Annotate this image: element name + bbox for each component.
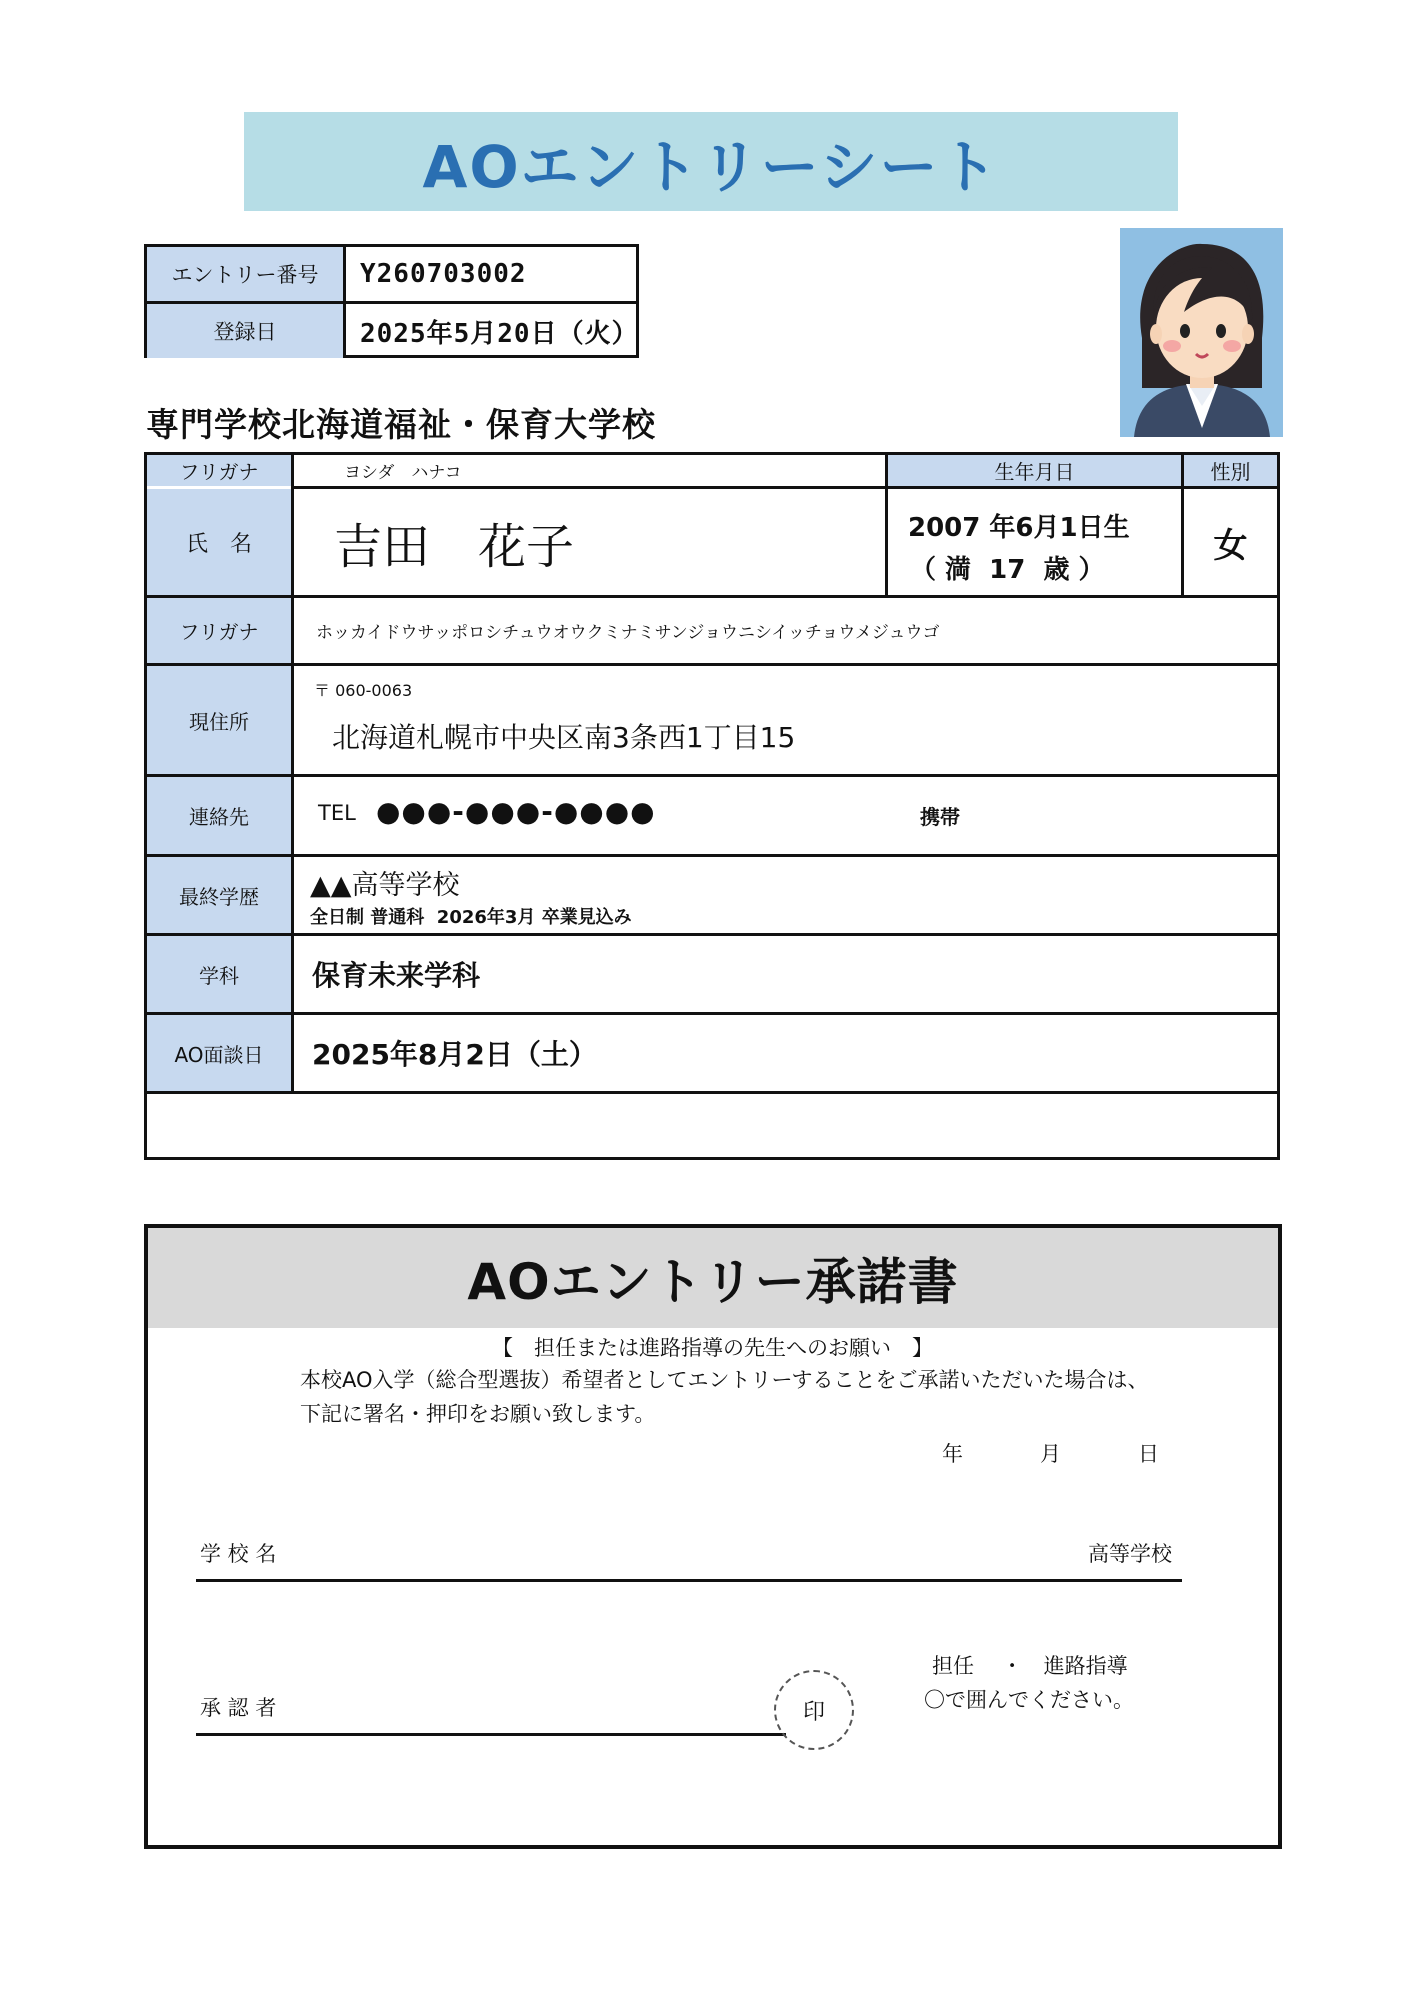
- department-label: 学科: [147, 936, 291, 1012]
- birthdate-value: 2007 年6月1日生: [908, 513, 1130, 543]
- approver-signature-line[interactable]: [196, 1733, 786, 1736]
- address-value: 北海道札幌市中央区南3条西1丁目15: [332, 721, 796, 754]
- date-day-label: 日: [1138, 1442, 1159, 1466]
- mobile-label: 携帯: [920, 805, 960, 829]
- entry-number-value: Y260703002: [360, 259, 527, 289]
- school-name-line[interactable]: [196, 1579, 1182, 1582]
- gender-label: 性別: [1184, 455, 1277, 486]
- birthdate-label: 生年月日: [888, 455, 1181, 486]
- tel-value: ●●●-●●●-●●●●: [376, 795, 656, 828]
- seal-label: 印: [802, 1699, 825, 1725]
- department-value: 保育未来学科: [312, 959, 481, 992]
- address-label: 現住所: [147, 666, 291, 774]
- address-furigana: ホッカイドウサッポロシチュウオウクミナミサンジョウニシイッチョウメジュウゴ: [316, 623, 940, 643]
- applicant-photo: [1120, 228, 1283, 437]
- registration-date-row: [147, 304, 639, 358]
- name-value: 吉田 花子: [334, 518, 575, 575]
- furigana-label: フリガナ: [147, 455, 291, 486]
- address-furigana-label: フリガナ: [147, 598, 291, 663]
- address-cell: [294, 666, 1277, 774]
- consent-line-2: 下記に署名・押印をお願い致します。: [300, 1402, 656, 1426]
- entry-number-row: [147, 247, 636, 301]
- tel-label: TEL: [318, 801, 356, 825]
- education-cell: [294, 857, 1277, 933]
- seal-circle[interactable]: [774, 1670, 854, 1750]
- entry-number-label: エントリー番号: [147, 247, 346, 301]
- birthdate-cell: [888, 489, 1181, 595]
- school-name: 専門学校北海道福祉・保育大学校: [146, 405, 656, 444]
- entry-info-table: [144, 244, 639, 358]
- registration-date-label: 登録日: [147, 304, 346, 358]
- education-school: ▲▲高等学校: [310, 870, 460, 901]
- contact-cell: [294, 777, 1277, 854]
- date-month-label: 月: [1040, 1442, 1061, 1466]
- blank-row: [147, 1094, 1277, 1157]
- postal-code: 〒 060-0063: [314, 681, 413, 700]
- education-label: 最終学歴: [147, 857, 291, 933]
- age-value: （ 満 17 歳 ）: [910, 555, 1105, 585]
- registration-date-value: 2025年5月20日（火）: [360, 318, 639, 349]
- furigana-name: ヨシダ ハナコ: [344, 463, 462, 483]
- date-year-label: 年: [942, 1442, 963, 1466]
- approver-label: 承 認 者: [200, 1696, 277, 1720]
- role-options[interactable]: 担任 ・ 進路指導: [932, 1654, 1128, 1678]
- school-suffix: 高等学校: [1088, 1542, 1172, 1566]
- interview-value: 2025年8月2日（土）: [312, 1038, 597, 1071]
- contact-label: 連絡先: [147, 777, 291, 854]
- role-note: 〇で囲んでください。: [924, 1688, 1134, 1712]
- consent-request: 【 担任または進路指導の先生へのお願い 】: [492, 1336, 933, 1360]
- page-title: AOエントリーシート: [422, 132, 1000, 201]
- school-name-label: 学 校 名: [200, 1542, 277, 1566]
- education-detail: 全日制 普通科 2026年3月 卒業見込み: [310, 907, 632, 928]
- consent-line-1: 本校AO入学（総合型選抜）希望者としてエントリーすることをご承諾いただいた場合は、: [300, 1368, 1149, 1392]
- interview-label: AO面談日: [147, 1015, 291, 1091]
- application-table: [144, 452, 1280, 1160]
- consent-form: [144, 1224, 1282, 1849]
- name-label: 氏 名: [147, 489, 291, 595]
- gender-value: 女: [1213, 525, 1248, 566]
- consent-title: AOエントリー承諾書: [148, 1228, 1278, 1328]
- student-portrait-icon: [1120, 228, 1283, 437]
- title-banner: [244, 112, 1178, 211]
